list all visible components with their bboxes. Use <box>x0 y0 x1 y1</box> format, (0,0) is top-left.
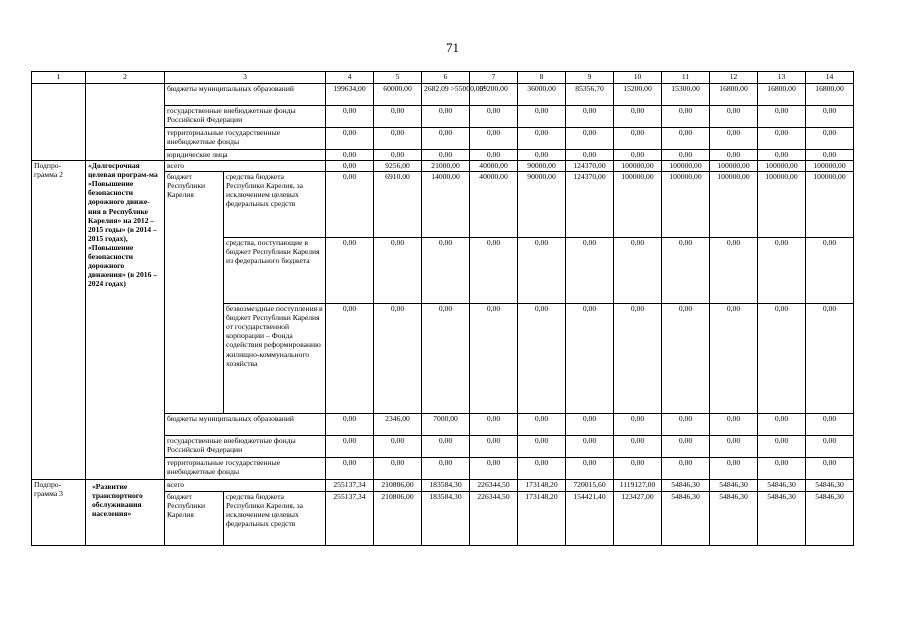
value-cell: 0,00 <box>614 436 662 458</box>
value-cell: 0,00 <box>566 106 614 128</box>
value-cell: 255137,34 <box>326 492 374 546</box>
subprogram-name: «Развитие транспортного обслуживания населения» <box>86 480 165 546</box>
value-cell: 0,00 <box>326 304 374 414</box>
value-cell: 0,00 <box>518 458 566 480</box>
funding-source: государственные внебюджетные фонды Российской Федерации <box>165 436 326 458</box>
value-cell: 210806,00 <box>374 492 422 546</box>
value-cell: 0,00 <box>710 436 758 458</box>
column-number: 3 <box>165 72 326 84</box>
value-cell: 0,00 <box>806 414 854 436</box>
funding-source: средства, поступающие в бюджет Республики Карелия из федерального бюджета <box>224 238 326 304</box>
column-number: 5 <box>374 72 422 84</box>
value-cell: 0,00 <box>758 458 806 480</box>
value-cell: 54846,30 <box>806 480 854 492</box>
value-cell: 0,00 <box>518 304 566 414</box>
value-cell: 0,00 <box>518 128 566 150</box>
value-cell: 173148,20 <box>518 480 566 492</box>
column-number: 6 <box>422 72 470 84</box>
value-cell: 0,00 <box>806 238 854 304</box>
value-cell: 54846,30 <box>758 492 806 546</box>
value-cell: 0,00 <box>518 414 566 436</box>
subprogram-code: Подпро-грамма 2 <box>32 161 86 480</box>
value-cell: 16800,00 <box>710 84 758 106</box>
column-number: 7 <box>470 72 518 84</box>
value-cell: 54846,30 <box>662 492 710 546</box>
value-cell: 0,00 <box>566 150 614 161</box>
funding-source: территориальные государственные внебюджетные фонды <box>165 128 326 150</box>
value-cell: 0,00 <box>566 414 614 436</box>
value-cell: 0,00 <box>662 106 710 128</box>
value-cell: 154421,40 <box>566 492 614 546</box>
value-cell: 124370,00 <box>566 161 614 172</box>
value-cell: 2682,09 >55000,00¹ <box>422 84 470 106</box>
value-cell: 0,00 <box>422 458 470 480</box>
value-cell: 0,00 <box>806 128 854 150</box>
value-cell: 0,00 <box>518 150 566 161</box>
value-cell: 7000,00 <box>422 414 470 436</box>
value-cell: 0,00 <box>374 150 422 161</box>
value-cell: 0,00 <box>470 128 518 150</box>
value-cell: 199634,00 <box>326 84 374 106</box>
column-number: 4 <box>326 72 374 84</box>
value-cell: 16800,00 <box>758 84 806 106</box>
column-number-row <box>32 72 854 84</box>
column-number: 14 <box>806 72 854 84</box>
value-cell: 85356,70 <box>566 84 614 106</box>
value-cell: 0,00 <box>518 238 566 304</box>
value-cell: 21000,00 <box>422 161 470 172</box>
value-cell: 0,00 <box>326 238 374 304</box>
value-cell: 0,00 <box>326 106 374 128</box>
value-cell: 0,00 <box>326 128 374 150</box>
value-cell: 100000,00 <box>710 172 758 238</box>
value-cell: 0,00 <box>758 150 806 161</box>
budget-label: бюджет Республики Карелия <box>165 492 224 546</box>
subprogram-total-row <box>32 161 854 172</box>
funding-source: средства бюджета Республики Карелия, за исключением целевых федеральных средств <box>224 492 326 546</box>
value-cell: 0,00 <box>374 128 422 150</box>
value-cell: 0,00 <box>326 414 374 436</box>
value-cell: 0,00 <box>710 304 758 414</box>
funding-source: территориальные государственные внебюджетные фонды <box>165 458 326 480</box>
value-cell: 124370,00 <box>566 172 614 238</box>
value-cell: 0,00 <box>614 458 662 480</box>
value-cell: 720015,60 <box>566 480 614 492</box>
funding-source: всего <box>165 480 326 492</box>
value-cell: 0,00 <box>422 238 470 304</box>
subprogram-code: Подпро-грамма 3 <box>32 480 86 546</box>
funding-source: государственные внебюджетные фонды Российской Федерации <box>165 106 326 128</box>
value-cell: 0,00 <box>470 414 518 436</box>
value-cell: 2346,00 <box>374 414 422 436</box>
value-cell: 0,00 <box>566 436 614 458</box>
value-cell: 0,00 <box>614 414 662 436</box>
funding-source: бюджеты муниципальных образований <box>165 414 326 436</box>
subprogram-name-cell <box>86 84 165 161</box>
value-cell: 0,00 <box>422 304 470 414</box>
value-cell: 0,00 <box>566 128 614 150</box>
value-cell: 210806,00 <box>374 480 422 492</box>
value-cell: 0,00 <box>710 150 758 161</box>
value-cell: 54846,30 <box>806 492 854 546</box>
value-cell: 0,00 <box>758 304 806 414</box>
value-cell: 0,00 <box>470 106 518 128</box>
value-cell: 100000,00 <box>806 161 854 172</box>
value-cell: 226344,50 <box>470 480 518 492</box>
value-cell: 0,00 <box>374 106 422 128</box>
column-number: 2 <box>86 72 165 84</box>
value-cell: 0,00 <box>710 414 758 436</box>
value-cell: 0,00 <box>806 436 854 458</box>
value-cell: 0,00 <box>614 128 662 150</box>
funding-source: бюджеты муниципальных образований <box>165 84 326 106</box>
value-cell: 0,00 <box>614 304 662 414</box>
value-cell: 54846,30 <box>710 492 758 546</box>
value-cell: 9256,00 <box>374 161 422 172</box>
value-cell: 54846,30 <box>662 480 710 492</box>
column-number: 10 <box>614 72 662 84</box>
value-cell: 100000,00 <box>614 161 662 172</box>
value-cell: 0,00 <box>326 150 374 161</box>
value-cell: 0,00 <box>422 106 470 128</box>
value-cell: 0,00 <box>758 238 806 304</box>
value-cell: 173148,20 <box>518 492 566 546</box>
value-cell: 0,00 <box>470 458 518 480</box>
value-cell: 123427,00 <box>614 492 662 546</box>
value-cell: 0,00 <box>326 172 374 238</box>
value-cell: 0,00 <box>374 238 422 304</box>
value-cell: 183584,30 <box>422 492 470 546</box>
value-cell: 0,00 <box>374 436 422 458</box>
value-cell: 100000,00 <box>614 172 662 238</box>
value-cell: 100000,00 <box>662 161 710 172</box>
value-cell: 0,00 <box>326 458 374 480</box>
value-cell: 40000,00 <box>470 161 518 172</box>
value-cell: 0,00 <box>566 458 614 480</box>
value-cell: 0,00 <box>662 238 710 304</box>
value-cell: 90000,00 <box>518 172 566 238</box>
column-number: 9 <box>566 72 614 84</box>
value-cell: 0,00 <box>806 106 854 128</box>
page-number: 71 <box>446 40 459 55</box>
value-cell: 15300,00 <box>662 84 710 106</box>
value-cell: 16800,00 <box>806 84 854 106</box>
funding-source: безвозмездные поступления в бюджет Республики Карелия от государственной корпорации – Фонда содействия реформированию жилищно-коммунального хозяйства <box>224 304 326 414</box>
value-cell: 40000,00 <box>470 172 518 238</box>
value-cell: 0,00 <box>518 436 566 458</box>
value-cell: 0,00 <box>566 238 614 304</box>
value-cell: 0,00 <box>758 128 806 150</box>
value-cell: 0,00 <box>326 161 374 172</box>
value-cell: 0,00 <box>662 128 710 150</box>
value-cell: 60000,00 <box>374 84 422 106</box>
column-number: 11 <box>662 72 710 84</box>
value-cell: 0,00 <box>662 304 710 414</box>
column-number: 8 <box>518 72 566 84</box>
value-cell: 59200,00 <box>470 84 518 106</box>
value-cell: 0,00 <box>662 414 710 436</box>
budget-table <box>31 71 854 546</box>
funding-source: всего <box>165 161 326 172</box>
value-cell: 0,00 <box>758 106 806 128</box>
column-number: 12 <box>710 72 758 84</box>
value-cell: 15200,00 <box>614 84 662 106</box>
value-cell: 0,00 <box>614 238 662 304</box>
value-cell: 0,00 <box>806 458 854 480</box>
value-cell: 226344,50 <box>470 492 518 546</box>
column-number: 13 <box>758 72 806 84</box>
value-cell: 183584,30 <box>422 480 470 492</box>
value-cell: 0,00 <box>806 150 854 161</box>
value-cell: 0,00 <box>470 150 518 161</box>
value-cell: 100000,00 <box>710 161 758 172</box>
value-cell: 0,00 <box>518 106 566 128</box>
table-row <box>32 84 854 106</box>
value-cell: 0,00 <box>758 414 806 436</box>
value-cell: 0,00 <box>470 436 518 458</box>
value-cell: 0,00 <box>422 436 470 458</box>
value-cell: 54846,30 <box>758 480 806 492</box>
value-cell: 0,00 <box>614 150 662 161</box>
value-cell: 0,00 <box>374 458 422 480</box>
value-cell: 0,00 <box>422 150 470 161</box>
value-cell: 0,00 <box>806 304 854 414</box>
value-cell: 0,00 <box>326 436 374 458</box>
value-cell: 100000,00 <box>758 172 806 238</box>
value-cell: 14000,00 <box>422 172 470 238</box>
value-cell: 6910,00 <box>374 172 422 238</box>
value-cell: 1119127,00 <box>614 480 662 492</box>
value-cell: 0,00 <box>662 458 710 480</box>
value-cell: 0,00 <box>710 106 758 128</box>
funding-source: юридические лица <box>165 150 326 161</box>
value-cell: 0,00 <box>710 458 758 480</box>
subprogram-name: «Долгосрочная целевая програм-ма «Повышение безопасности дорожного движе-ния в Республике Карелия» на 2012 – 2015 годы» (в 2014 – 2015 годах), «Повышение безопасности дорожного движения» (в 2016 – 2024 годах) <box>86 161 165 480</box>
value-cell: 0,00 <box>662 436 710 458</box>
funding-source: средства бюджета Республики Карелия, за исключением целевых федеральных средств <box>224 172 326 238</box>
value-cell: 0,00 <box>470 304 518 414</box>
value-cell: 0,00 <box>662 150 710 161</box>
value-cell: 90000,00 <box>518 161 566 172</box>
value-cell: 0,00 <box>758 436 806 458</box>
value-cell: 0,00 <box>710 128 758 150</box>
value-cell: 0,00 <box>566 304 614 414</box>
subprogram-total-row <box>32 480 854 492</box>
value-cell: 0,00 <box>374 304 422 414</box>
value-cell: 255137,34 <box>326 480 374 492</box>
budget-label: бюджет Республики Карелия <box>165 172 224 414</box>
subprogram-code-cell <box>32 84 86 161</box>
value-cell: 100000,00 <box>806 172 854 238</box>
column-number: 1 <box>32 72 86 84</box>
value-cell: 54846,30 <box>710 480 758 492</box>
value-cell: 0,00 <box>470 238 518 304</box>
value-cell: 0,00 <box>710 238 758 304</box>
value-cell: 100000,00 <box>662 172 710 238</box>
value-cell: 36000,00 <box>518 84 566 106</box>
value-cell: 0,00 <box>422 128 470 150</box>
value-cell: 100000,00 <box>758 161 806 172</box>
value-cell: 0,00 <box>614 106 662 128</box>
